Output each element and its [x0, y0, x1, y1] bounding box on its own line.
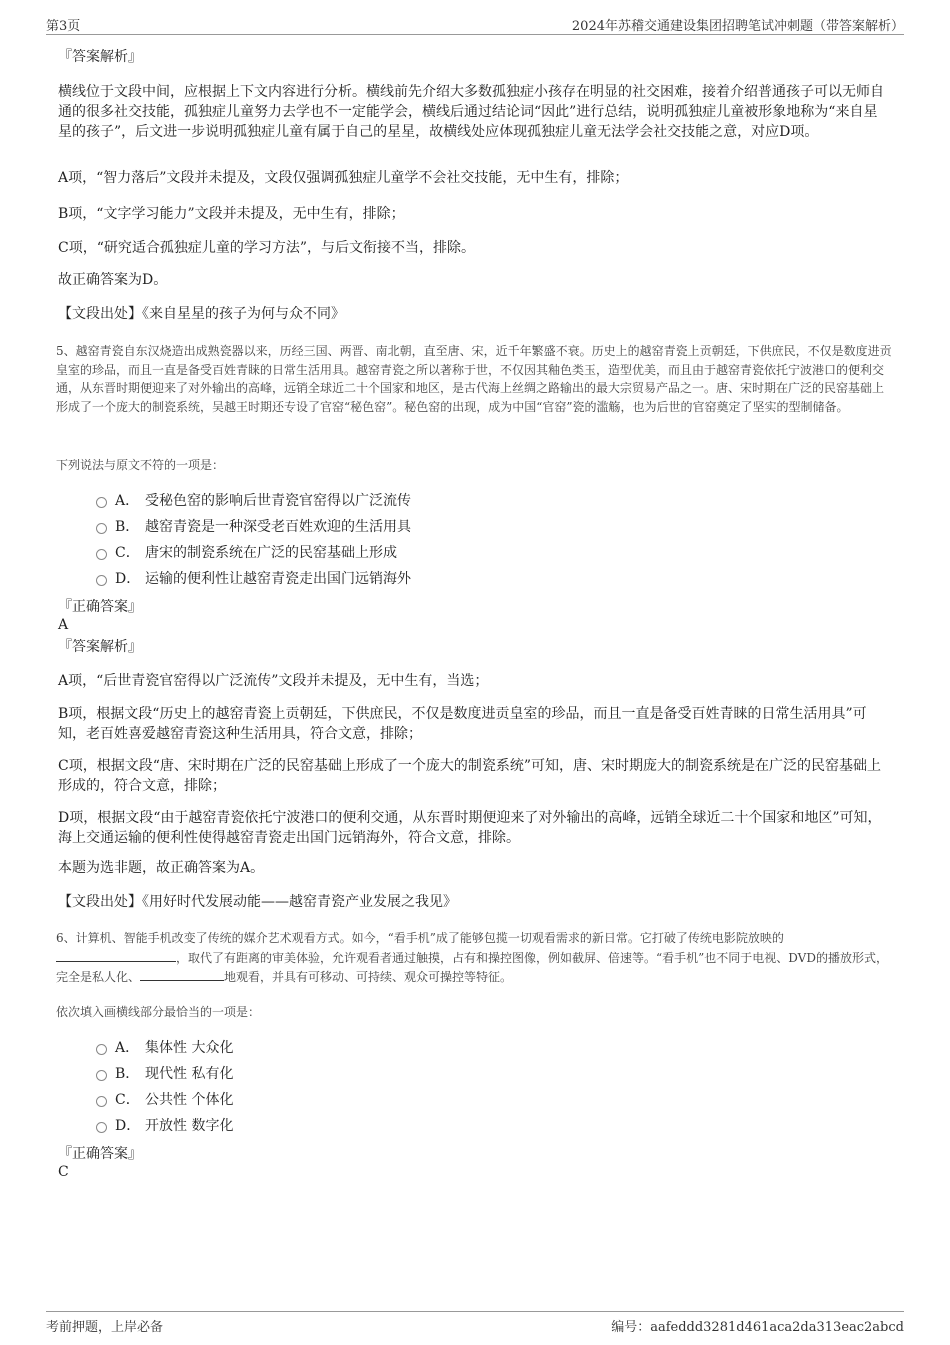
q4-analysis: 横线位于文段中间，应根据上下文内容进行分析。横线前先介绍大多数孤独症小孩存在明显的社交困难，接着介绍普通孩子可以无师自通的很多社交技能，孤独症儿童努力去学也不一定能学会，横线后通过结论词“因此”进行总结，说明孤独症儿童被形象地称为“来自星星的孩子”，后文进一步说明孤独症儿童有属于自己的星星，故横线处应体现孤独症儿童无法学会社交技能之意，对应D项。 — [58, 84, 884, 140]
radio-icon[interactable] — [96, 523, 107, 534]
q4-source: 【文段出处】《来自星星的孩子为何与众不同》 — [58, 306, 345, 322]
q4-option-c-analysis: C项，“研究适合孤独症儿童的学习方法”，与后文衔接不当，排除。 — [58, 240, 476, 256]
radio-icon[interactable] — [96, 497, 107, 508]
q5-option-b[interactable] — [96, 517, 411, 537]
option-letter: C． — [115, 545, 140, 561]
q5-answer-label: 『正确答案』 — [58, 599, 142, 615]
q6-answer: C — [58, 1164, 69, 1180]
option-letter: A． — [115, 493, 140, 509]
option-text: 开放性 数字化 — [145, 1118, 234, 1134]
q4-option-b-analysis: B项，“文字学习能力”文段并未提及，无中生有，排除； — [58, 206, 405, 222]
option-letter: D． — [115, 571, 141, 587]
radio-icon[interactable] — [96, 1096, 107, 1107]
option-text: 唐宋的制瓷系统在广泛的民窑基础上形成 — [145, 545, 397, 561]
q5-answer: A — [58, 617, 69, 633]
option-text: 集体性 大众化 — [145, 1040, 234, 1056]
option-letter: C． — [115, 1092, 140, 1108]
radio-icon[interactable] — [96, 1122, 107, 1133]
q5-option-b-analysis: B项，根据文段“历史上的越窑青瓷上贡朝廷，下供庶民，不仅是数度进贡皇室的珍品，而且一直是备受百姓青睐的日常生活用具”可知，老百姓喜爱越窑青瓷这种生活用具，符合文意，排除； — [58, 706, 867, 742]
q6-option-c[interactable] — [96, 1090, 233, 1110]
option-text: 越窑青瓷是一种深受老百姓欢迎的生活用具 — [145, 519, 411, 535]
option-letter: B． — [115, 1066, 140, 1082]
q6-passage-part1: 6、计算机、智能手机改变了传统的媒介艺术观看方式。如今，“看手机”成了能够包揽一切观看需求的新日常。它打破了传统电影院放映的 — [56, 931, 784, 945]
option-text: 受秘色窑的影响后世青瓷官窑得以广泛流传 — [145, 493, 411, 509]
q5-prompt: 下列说法与原文不符的一项是： — [56, 458, 225, 472]
fill-blank-2 — [140, 967, 224, 981]
q6-option-b[interactable] — [96, 1064, 233, 1084]
option-letter: A． — [115, 1040, 140, 1056]
document-title: 2024年苏稽交通建设集团招聘笔试冲刺题（带答案解析） — [571, 19, 904, 34]
radio-icon[interactable] — [96, 1070, 107, 1081]
q5-conclusion: 本题为选非题，故正确答案为A。 — [58, 860, 265, 876]
q6-prompt: 依次填入画横线部分最恰当的一项是： — [56, 1005, 261, 1019]
radio-icon[interactable] — [96, 549, 107, 560]
option-text: 运输的便利性让越窑青瓷走出国门远销海外 — [145, 571, 411, 587]
q5-option-c-analysis: C项，根据文段“唐、宋时期在广泛的民窑基础上形成了一个庞大的制瓷系统”可知，唐、宋时期庞大的制瓷系统是在广泛的民窑基础上形成的，符合文意，排除； — [58, 758, 882, 794]
q4-conclusion: 故正确答案为D。 — [58, 272, 168, 288]
option-text: 公共性 个体化 — [145, 1092, 234, 1108]
q6-passage — [56, 929, 892, 987]
radio-icon[interactable] — [96, 1044, 107, 1055]
footer-slogan: 考前押题，上岸必备 — [46, 1320, 164, 1335]
document-code: 编号：aafeddd3281d461aca2da313eac2abcd — [611, 1320, 904, 1335]
page-header — [46, 12, 904, 35]
q5-source: 【文段出处】《用好时代发展动能——越窑青瓷产业发展之我见》 — [58, 894, 457, 910]
q6-passage-part3: 地观看，并具有可移动、可持续、观众可操控等特征。 — [224, 970, 513, 984]
radio-icon[interactable] — [96, 575, 107, 586]
q6-option-a[interactable] — [96, 1038, 233, 1058]
q5-option-d-analysis: D项，根据文段“由于越窑青瓷依托宁波港口的便利交通，从东晋时期便迎来了对外输出的高峰，远销全球近二十个国家和地区”可知，海上交通运输的便利性使得越窑青瓷走出国门远销海外，符合文意，排除。 — [58, 810, 882, 846]
q5-analysis-label: 『答案解析』 — [58, 639, 142, 655]
q4-analysis-label: 『答案解析』 — [58, 49, 142, 65]
q6-option-d[interactable] — [96, 1116, 233, 1136]
q5-option-d[interactable] — [96, 569, 411, 589]
fill-blank-1 — [56, 948, 176, 962]
q5-option-a-analysis: A项，“后世青瓷官窑得以广泛流传”文段并未提及，无中生有，当选； — [58, 673, 489, 689]
page-number: 第3页 — [46, 19, 81, 34]
page-footer — [46, 1311, 904, 1336]
q5-passage: 5、越窑青瓷自东汉烧造出成熟瓷器以来，历经三国、两晋、南北朝，直至唐、宋，近千年繁盛不衰。历史上的越窑青瓷上贡朝廷，下供庶民，不仅是数度进贡皇室的珍品，而且一直是备受百姓青睐的日常生活用具。越窑青瓷之所以著称于世，不仅因其釉色类玉，造型优美，而且由于越窑青瓷依托宁波港口的便利交通，从东晋时期便迎来了对外输出的高峰，远销全球近二十个国家和地区，是古代海上丝绸之路输出的最大宗贸易产品之一。唐、宋时期在广泛的民窑基础上形成了一个庞大的制瓷系统，吴越王时期还专设了官窑“秘色窑”。秘色窑的出现，成为中国“官窑”瓷的滥觞，也为后世的官窑奠定了坚实的型制储备。 — [56, 344, 892, 414]
q6-passage-part2: ，取代了有距离的审美体验，允许观看者通过触摸，占有和操控图像，例如截屏、倍速等。“看手机”也不同于电视、DVD的播放形式，完全是私人化、 — [56, 950, 888, 984]
option-text: 现代性 私有化 — [145, 1066, 234, 1082]
option-letter: B． — [115, 519, 140, 535]
option-letter: D． — [115, 1118, 141, 1134]
q5-option-a[interactable] — [96, 491, 411, 511]
q4-option-a-analysis: A项，“智力落后”文段并未提及，文段仅强调孤独症儿童学不会社交技能，无中生有，排除； — [58, 170, 629, 186]
q5-option-c[interactable] — [96, 543, 397, 563]
q6-answer-label: 『正确答案』 — [58, 1146, 142, 1162]
